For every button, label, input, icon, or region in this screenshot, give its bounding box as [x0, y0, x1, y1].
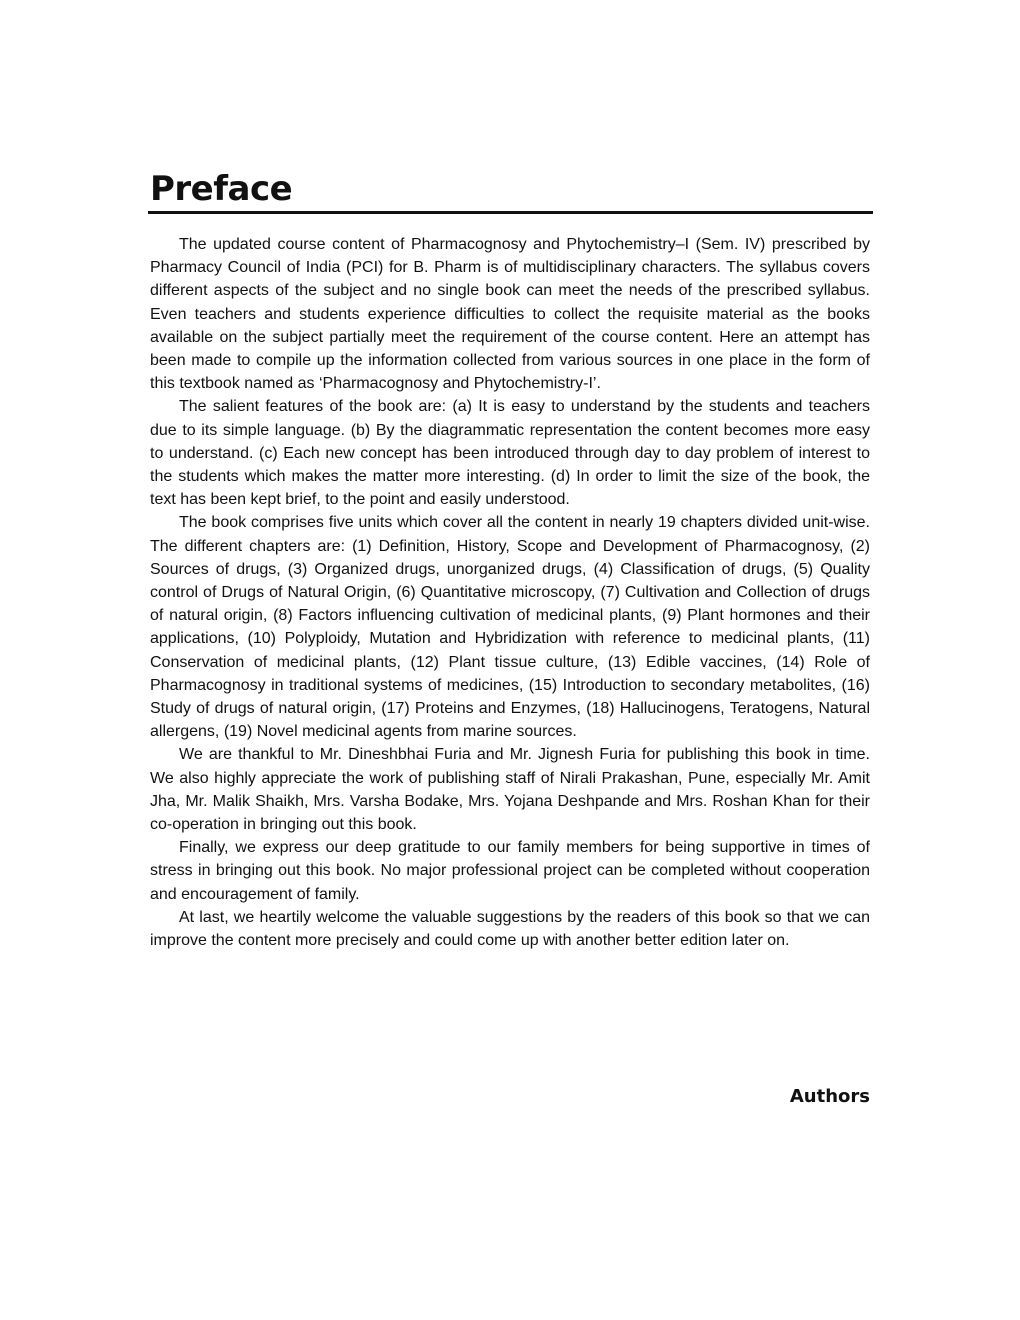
paragraph-family: Finally, we express our deep gratitude to our family members for being supportive in times of stress in bringing out this book. No major professional project can be completed without cooperation and encouragement of family.: [150, 839, 870, 903]
paragraph-acknowledgements: We are thankful to Mr. Dineshbhai Furia and Mr. Jignesh Furia for publishing this book in time. We also highly appreciate the work of publishing staff of Nirali Prakashan, Pune, especially Mr. Amit Jha, Mr. Malik Shaikh, Mrs. Varsha Bodake, Mrs. Yojana Deshpande and Mrs. Roshan Khan for their co-operation in bringing out this book.: [150, 746, 870, 834]
paragraph-intro: The updated course content of Pharmacognosy and Phytochemistry–I (Sem. IV) prescribed by Pharmacy Council of India (PCI) for B. Pharm is of multidisciplinary characters. The syllabus covers different aspects of the subject and no single book can meet the needs of the prescribed syllabus. Even teachers and students experience difficulties to collect the requisite material as the books available on the subject partially meet the requirement of the course content. Here an attempt has been made to compile up the information collected from various sources in one place in the form of this textbook named as ‘Pharmacognosy and Phytochemistry-I’.: [150, 236, 870, 393]
paragraph-suggestions: At last, we heartily welcome the valuable suggestions by the readers of this book so that we can improve the content more precisely and could come up with another better edition later on.: [150, 908, 870, 950]
signature: Authors: [789, 1086, 870, 1107]
page-title: Preface: [150, 169, 293, 209]
paragraph-chapters: The book comprises five units which cover all the content in nearly 19 chapters divided unit-wise. The different chapters are: (1) Definition, History, Scope and Development of Pharmacognosy, (2) Sources of drugs, (3) Organized drugs, unorganized drugs, (4) Classification of drugs, (5) Quality control of Drugs of Natural Origin, (6) Quantitative microscopy, (7) Cultivation and Collection of drugs of natural origin, (8) Factors influencing cultivation of medicinal plants, (9) Plant hormones and their applications, (10) Polyploidy, Mutation and Hybridization with reference to medicinal plants, (11) Conservation of medicinal plants, (12) Plant tissue culture, (13) Edible vaccines, (14) Role of Pharmacognosy in traditional systems of medicines, (15) Introduction to secondary metabolites, (16) Study of drugs of natural origin, (17) Proteins and Enzymes, (18) Hallucinogens, Teratogens, Natural allergens, (19) Novel medicinal agents from marine sources.: [150, 514, 870, 741]
paragraph-features: The salient features of the book are: (a) It is easy to understand by the students and teachers due to its simple language. (b) By the diagrammatic representation the content becomes more easy to understand. (c) Each new concept has been introduced through day to day problem of interest to the students which makes the matter more interesting. (d) In order to limit the size of the book, the text has been kept brief, to the point and easily understood.: [150, 398, 870, 509]
title-underline: [148, 211, 873, 214]
preface-body: [150, 233, 870, 952]
